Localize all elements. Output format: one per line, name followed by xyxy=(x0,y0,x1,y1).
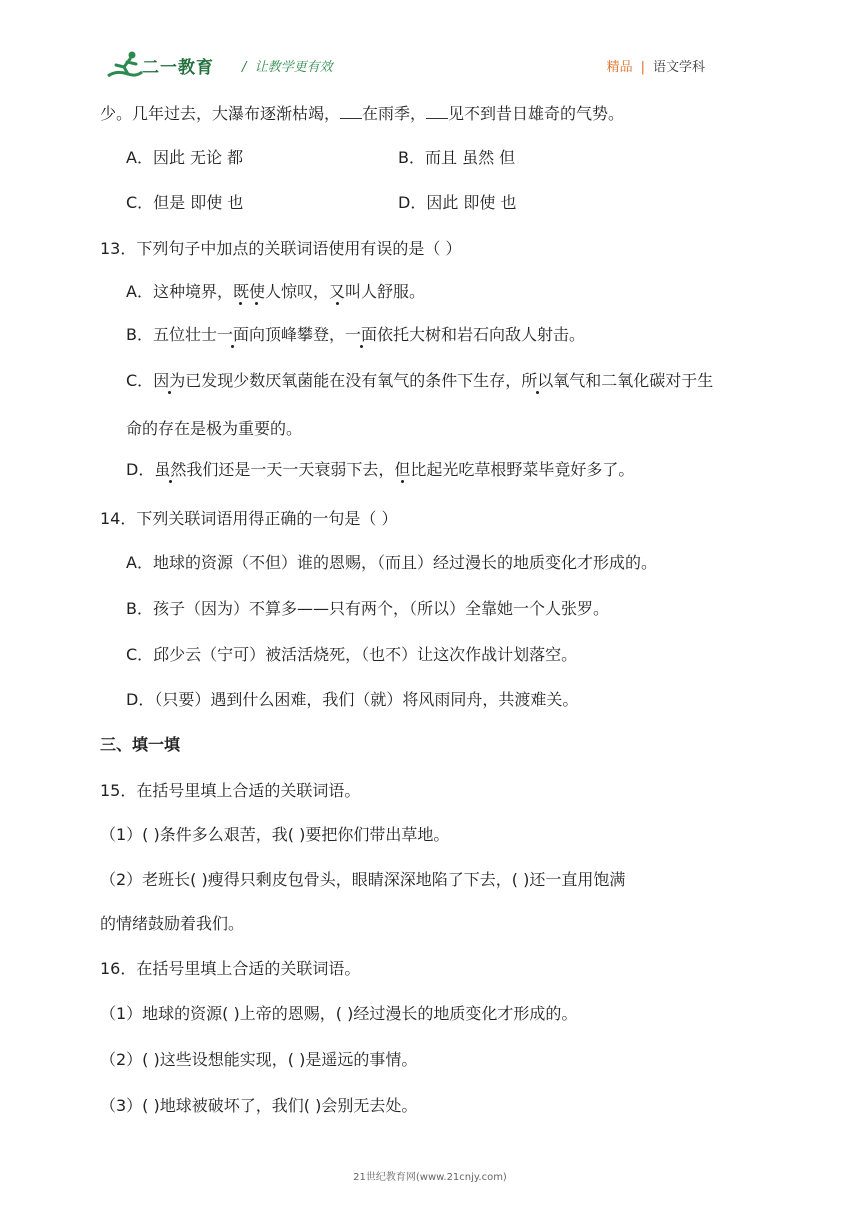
text-segment: B．五位壮士 xyxy=(126,325,217,344)
text-segment: 氧气和二氧化碳对于生 xyxy=(553,371,714,390)
q16-item-1: （1）地球的资源( )上帝的恩赐，( )经过漫长的地质变化才形成的。 xyxy=(100,1004,578,1023)
slogan xyxy=(242,56,333,75)
question-14: 14．下列关联词语用得正确的一句是（ ） xyxy=(100,509,398,528)
dotted-text: 一面 xyxy=(345,325,378,344)
question-13: 13．下列句子中加点的关联词语使用有误的是（ ） xyxy=(100,239,462,258)
dotted-text: 因为 xyxy=(153,371,186,390)
q14-option-b: B．孩子（因为）不算多——只有两个，（所以）全靠她一个人张罗。 xyxy=(126,599,609,618)
text-segment: 在雨季， xyxy=(362,104,427,123)
question-16: 16．在括号里填上合适的关联词语。 xyxy=(100,959,361,978)
tag-separator: | xyxy=(640,60,645,75)
slogan-text: 让教学更有效 xyxy=(254,60,333,75)
logo-text: 二一教育 xyxy=(142,58,214,78)
text-segment: 人惊叹， xyxy=(264,282,329,301)
text-segment: 比起光吃草根野菜毕竟好多了。 xyxy=(410,460,635,479)
q14-option-a: A．地球的资源（不但）谁的恩赐，（而且）经过漫长的地质变化才形成的。 xyxy=(126,553,657,572)
slogan-separator: / xyxy=(242,60,247,75)
blank-line xyxy=(426,104,448,119)
q15-item-1: （1）( )条件多么艰苦，我( )要把你们带出草地。 xyxy=(100,825,450,844)
dotted-char: 使 xyxy=(248,282,265,301)
blank-line xyxy=(340,104,362,119)
q14-option-d: D．（只要）遇到什么困难，我们（就）将风雨同舟，共渡难关。 xyxy=(126,690,579,709)
text-segment: 向顶峰攀登， xyxy=(249,325,346,344)
dotted-text xyxy=(233,282,265,301)
text-segment: 叫人舒服。 xyxy=(345,282,426,301)
header-tags xyxy=(607,56,705,75)
page-footer: 21世纪教育网(www.21cnjy.com) xyxy=(353,1172,507,1183)
dotted-text: 所以 xyxy=(521,371,554,390)
q15-item-2-continued: 的情绪鼓励着我们。 xyxy=(100,914,245,933)
dotted-word xyxy=(233,281,265,303)
q12-continued-text xyxy=(100,103,624,125)
question-15: 15．在括号里填上合适的关联词语。 xyxy=(100,781,361,800)
q12-option-b: B．而且 虽然 但 xyxy=(398,148,516,167)
dotted-text: 但 xyxy=(394,460,411,479)
text-segment: 见不到昔日雄奇的气势。 xyxy=(448,104,625,123)
q13-option-b xyxy=(126,324,585,346)
text-segment: D． xyxy=(126,460,155,479)
dotted-text: 又 xyxy=(329,282,346,301)
q16-item-2: （2）( )这些设想能实现，( )是遥远的事情。 xyxy=(100,1050,418,1069)
page-header xyxy=(0,0,860,90)
text-segment: 我们还是一天一天衰弱下去， xyxy=(186,460,395,479)
text-segment: 依托大树和岩石向敌人射击。 xyxy=(377,325,586,344)
q13-option-c xyxy=(126,370,713,392)
text-segment: C． xyxy=(126,371,154,390)
q13-option-d xyxy=(126,459,634,481)
text-segment: A．这种境界， xyxy=(126,282,233,301)
quality-tag: 精品 xyxy=(606,60,633,75)
text-segment: 少。几年过去，大瀑布逐渐枯竭， xyxy=(100,104,341,123)
section-3-heading: 三、填一填 xyxy=(100,735,181,754)
q15-item-2: （2）老班长( )瘦得只剩皮包骨头，眼睛深深地陷了下去，( )还一直用饱满 xyxy=(100,870,626,889)
q12-option-c: C．但是 即使 也 xyxy=(126,193,244,212)
q14-option-c: C．邱少云（宁可）被活活烧死，（也不）让这次作战计划落空。 xyxy=(126,645,578,664)
q13-option-a xyxy=(126,281,425,303)
dotted-text: 虽然 xyxy=(154,460,187,479)
subject-tag: 语文学科 xyxy=(652,60,705,75)
q12-option-a: A．因此 无论 都 xyxy=(126,148,244,167)
text-segment: 已发现少数厌氧菌能在没有氧气的条件下生存， xyxy=(185,371,522,390)
q16-item-3: （3）( )地球被破坏了，我们( )会别无去处。 xyxy=(100,1096,418,1115)
dotted-text: 一面 xyxy=(216,325,249,344)
dotted-char: 既 xyxy=(232,282,249,301)
q13-option-c-continued: 命的存在是极为重要的。 xyxy=(126,419,303,438)
q12-option-d: D．因此 即使 也 xyxy=(398,193,517,212)
